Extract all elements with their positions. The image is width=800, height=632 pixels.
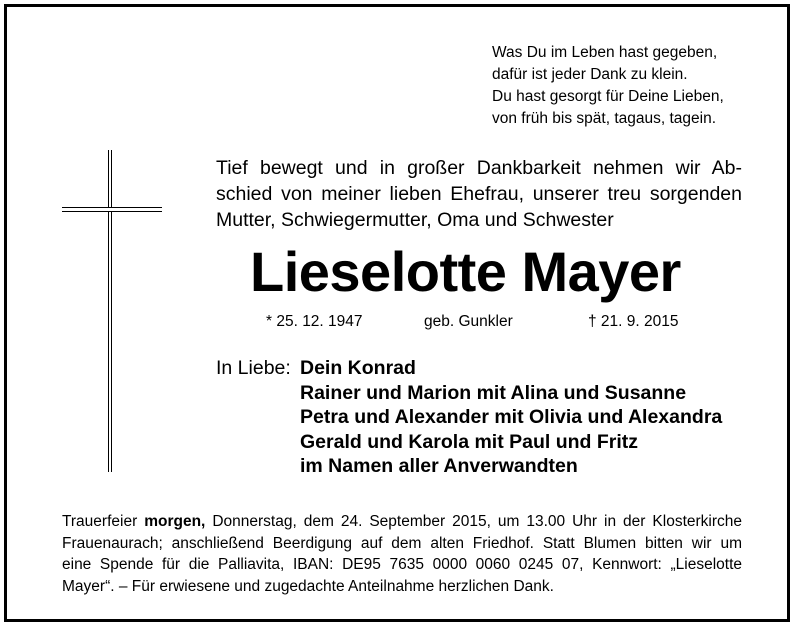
signer-line: Gerald und Karola mit Paul und Fritz xyxy=(300,430,639,453)
poem-line: Was Du im Leben hast gegeben, xyxy=(492,44,718,61)
poem-line: Du hast gesorgt für Deine Lieben, xyxy=(492,88,724,105)
funeral-line: Mayer“. – Für erwiesene und zugedachte Anteilnahme herzlichen Dank. xyxy=(62,577,554,595)
funeral-line: Frauenaurach; anschließend Beerdigung auf dem alten Friedhof. Statt Blumen bitten wir um xyxy=(62,534,742,552)
poem-line: dafür ist jeder Dank zu klein. xyxy=(492,66,688,83)
poem xyxy=(492,42,724,130)
funeral-info xyxy=(62,511,742,597)
maiden-name: geb. Gunkler xyxy=(424,313,513,330)
poem-line: von früh bis spät, tagaus, tagein. xyxy=(492,110,717,127)
death-date: † 21. 9. 2015 xyxy=(588,313,679,330)
intro-line: schied von meiner lieben Ehefrau, unserer treu sorgenden xyxy=(216,183,742,205)
funeral-line xyxy=(62,511,742,533)
signers xyxy=(300,356,722,479)
cross-icon xyxy=(108,150,112,472)
funeral-prefix: Trauerfeier xyxy=(62,513,145,530)
birth-date: * 25. 12. 1947 xyxy=(266,313,363,330)
intro-text xyxy=(216,155,742,233)
funeral-line: eine Spende für die Palliavita, IBAN: DE95 7635 0000 0060 0245 07, Kennwort: „Lieselotte xyxy=(62,556,742,573)
funeral-line1-rest: Donnerstag, dem 24. September 2015, um 13.00 Uhr in der Klosterkirche xyxy=(205,513,743,530)
cross-icon-bar xyxy=(62,207,162,212)
intro-line: Tief bewegt und in großer Dankbarkeit nehmen wir Ab- xyxy=(216,157,742,179)
signer-line: Petra und Alexander mit Olivia und Alexandra xyxy=(300,406,723,428)
funeral-day-emphasis: morgen, xyxy=(144,513,206,530)
intro-line: Mutter, Schwiegermutter, Oma und Schwester xyxy=(216,209,614,231)
signer-line: Rainer und Marion mit Alina und Susanne xyxy=(300,381,687,404)
signer-line: Dein Konrad xyxy=(300,357,416,379)
signer-line: im Namen aller Anverwandten xyxy=(300,455,578,477)
deceased-name: Lieselotte Mayer xyxy=(250,240,681,303)
in-love-label: In Liebe: xyxy=(216,357,291,379)
